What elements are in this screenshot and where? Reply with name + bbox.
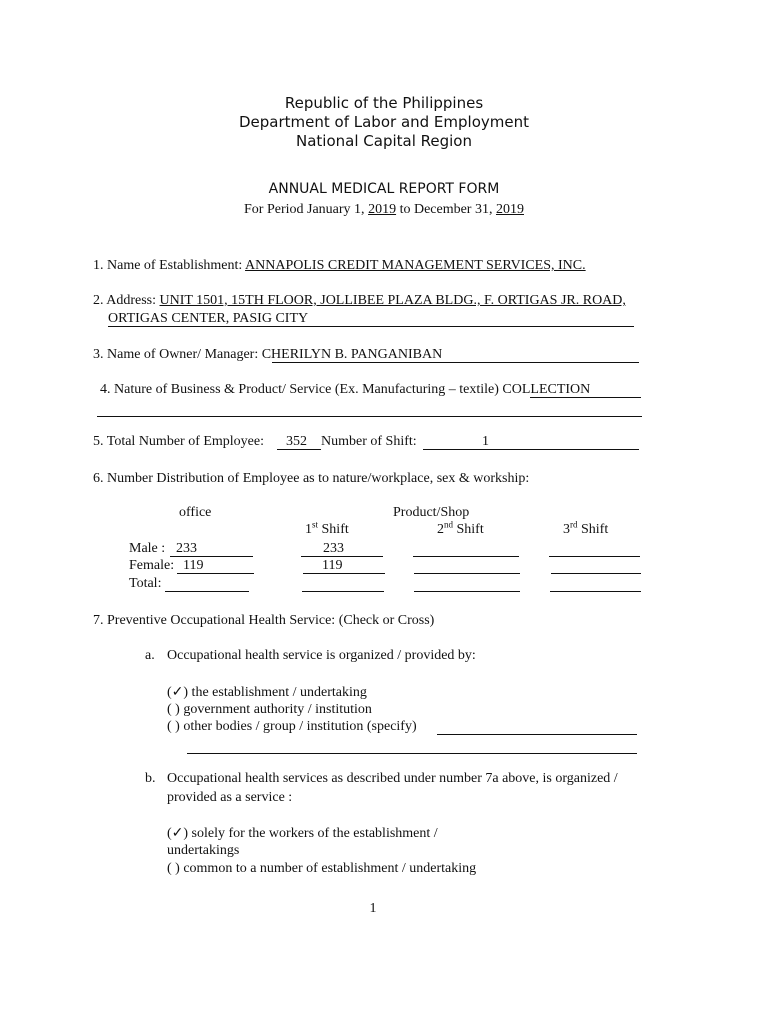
q7a-specify-line — [437, 734, 637, 735]
q6-female-shift2-line — [414, 573, 520, 574]
q7b-text-line1: Occupational health services as described under number 7a above, is organized / — [167, 771, 618, 786]
q3-value: CHERILYN B. PANGANIBAN — [261, 347, 443, 362]
q6-female-shift1-line — [303, 573, 385, 574]
q4-value: COLLECTION — [502, 382, 591, 397]
q6-total-shift3-line — [550, 591, 641, 592]
shift3-word: Shift — [577, 522, 609, 537]
q6-male-shift1-line — [301, 556, 383, 557]
q3-owner-row — [93, 347, 442, 363]
q2-underline — [108, 326, 634, 327]
header-department: Department of Labor and Employment — [239, 113, 529, 131]
q4-business-row — [100, 382, 590, 398]
q6-office-header: office — [179, 505, 212, 520]
q7b-option-solely-line1: (✓) solely for the workers of the establishment / — [167, 826, 438, 841]
q6-male-shift2-line — [413, 556, 519, 557]
page-number: 1 — [369, 901, 377, 916]
shift2-suffix: nd — [444, 519, 453, 530]
period-prefix: For Period January 1, — [244, 202, 369, 217]
q6-total-office-line — [165, 591, 249, 592]
q6-total-shift2-line — [414, 591, 520, 592]
form-title: ANNUAL MEDICAL REPORT FORM — [268, 181, 500, 197]
q7b-text-line2: provided as a service : — [167, 790, 293, 805]
shift2-word: Shift — [453, 522, 484, 537]
q6-shift2-header — [437, 519, 484, 538]
shift1-suffix: st — [312, 519, 319, 530]
period-mid: to December 31, — [396, 202, 496, 217]
shift3-number: 3 — [563, 522, 570, 537]
q6-label: 6. Number Distribution of Employee as to nature/workplace, sex & workship: — [93, 471, 530, 486]
q7a-option-establishment: (✓) the establishment / undertaking — [167, 685, 367, 700]
q6-male-office: 233 — [176, 541, 197, 556]
shift1-word: Shift — [318, 522, 349, 537]
q4-label: 4. Nature of Business & Product/ Service (Ex. Manufacturing – textile) — [100, 382, 503, 397]
q2-label: 2. Address: — [93, 293, 160, 308]
q6-male-shift3-line — [549, 556, 640, 557]
q2-value-line2: ORTIGAS CENTER, PASIG CITY — [108, 311, 309, 326]
period-start-year: 2019 — [368, 202, 397, 217]
q7b-option-solely-line2: undertakings — [167, 843, 240, 858]
period-end-year: 2019 — [495, 202, 524, 217]
shift3-suffix: rd — [570, 519, 578, 530]
q7b-option-common: ( ) common to a number of establishment / undertaking — [167, 861, 477, 876]
q7a-option-government: ( ) government authority / institution — [167, 702, 372, 717]
q6-female-label: Female: — [129, 558, 175, 573]
shift2-number: 2 — [437, 522, 444, 537]
q6-shift1-header — [305, 519, 349, 538]
q6-female-office: 119 — [183, 558, 204, 573]
q6-male-shift1: 233 — [323, 541, 344, 556]
q5-shifts-underline — [423, 449, 639, 450]
q7a-marker: a. — [145, 648, 155, 663]
header-region: National Capital Region — [296, 132, 472, 150]
q7a-text: Occupational health service is organized / provided by: — [167, 648, 476, 663]
q5-label: 5. Total Number of Employee: — [93, 434, 265, 449]
q6-total-label: Total: — [129, 576, 162, 591]
q7-label: 7. Preventive Occupational Health Service: (Check or Cross) — [93, 613, 435, 628]
q6-female-office-line — [177, 573, 254, 574]
q6-product-header: Product/Shop — [393, 505, 470, 520]
report-period — [0, 202, 768, 218]
q5-shift-label: Number of Shift: — [321, 434, 417, 449]
q6-male-office-line — [170, 556, 253, 557]
q6-total-shift1-line — [302, 591, 384, 592]
q7b-marker: b. — [145, 771, 156, 786]
shift1-number: 1 — [305, 522, 312, 537]
q3-label: 3. Name of Owner/ Manager: — [93, 347, 262, 362]
header-republic: Republic of the Philippines — [284, 94, 484, 112]
q6-shift3-header — [563, 519, 609, 538]
q2-value-line1: UNIT 1501, 15TH FLOOR, JOLLIBEE PLAZA BLDG., F. ORTIGAS JR. ROAD, — [159, 293, 626, 308]
q6-female-shift3-line — [551, 573, 641, 574]
q7a-option-other: ( ) other bodies / group / institution (specify) — [167, 719, 417, 734]
q1-value: ANNAPOLIS CREDIT MANAGEMENT SERVICES, INC. — [245, 258, 586, 273]
q6-male-label: Male : — [129, 541, 166, 556]
q1-label: 1. Name of Establishment: — [93, 258, 246, 273]
q1-establishment-row — [93, 258, 586, 274]
q2-address-row — [93, 293, 626, 309]
q6-female-shift1: 119 — [322, 558, 343, 573]
q5-employees-underline — [277, 449, 321, 450]
q5-employees: 352 — [286, 434, 307, 449]
q3-underline — [272, 362, 639, 363]
q5-shifts: 1 — [482, 434, 489, 449]
q7a-specify-line-2 — [187, 753, 637, 754]
q4-underline-2 — [97, 416, 642, 417]
q4-underline — [530, 397, 641, 398]
